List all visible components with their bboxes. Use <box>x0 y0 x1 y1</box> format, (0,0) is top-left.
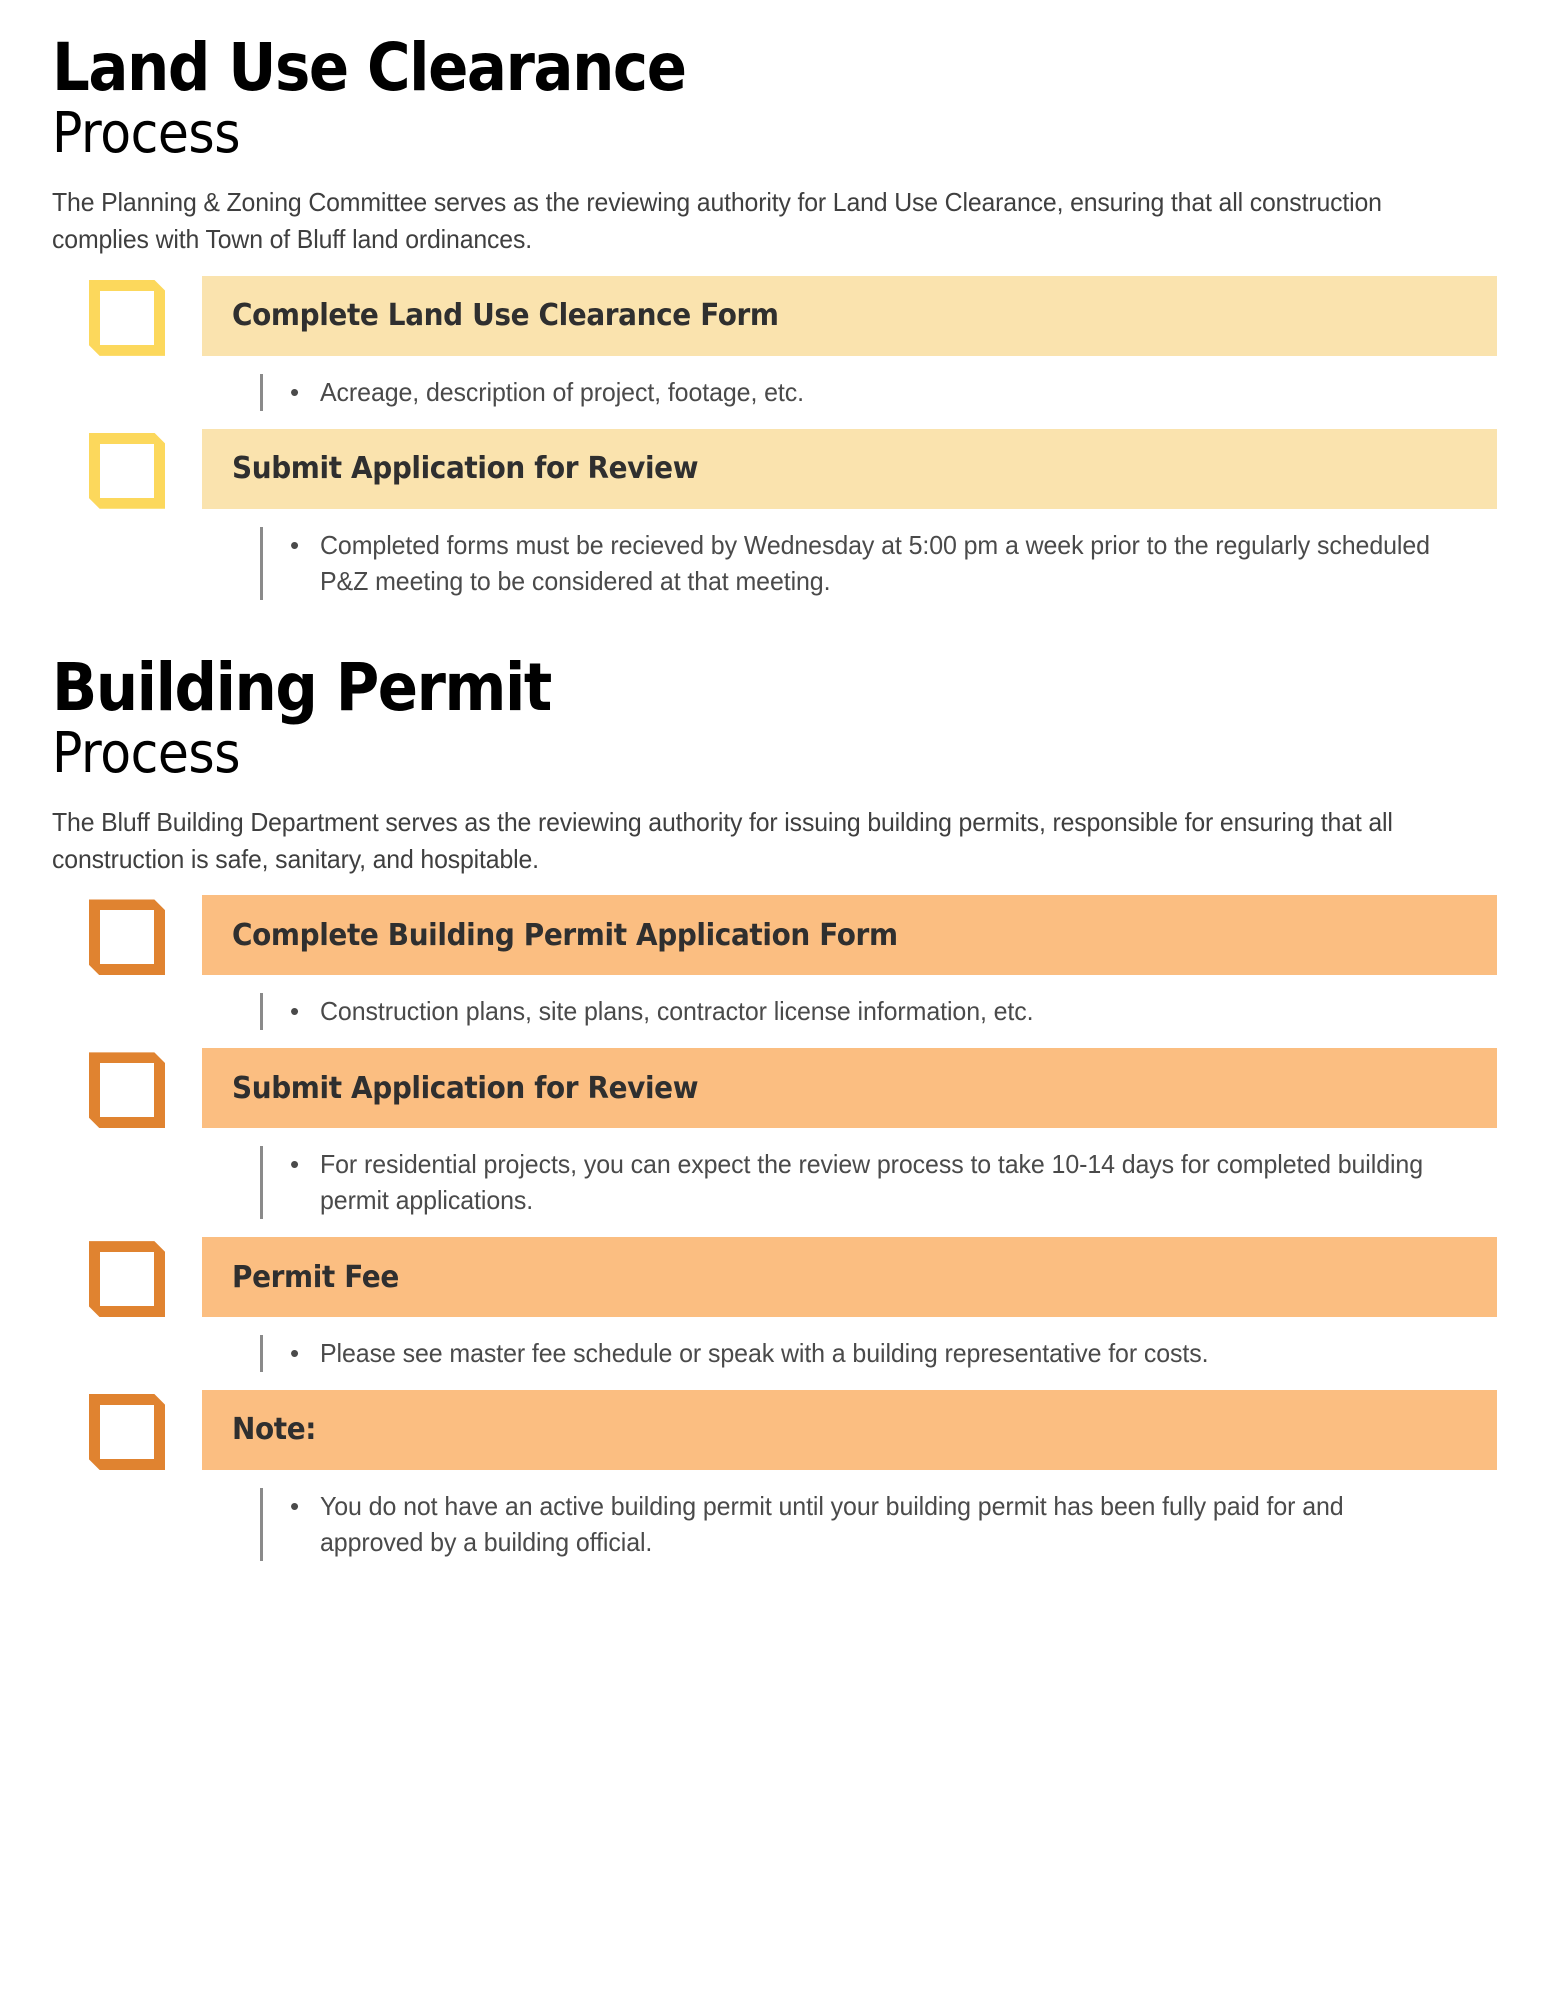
list-item <box>290 1336 1497 1372</box>
page-title: Building Permit <box>52 648 551 726</box>
step-row <box>52 429 1497 509</box>
detail-vertical-rule <box>260 1488 263 1561</box>
bullet-dot-icon: • <box>290 529 300 560</box>
checkbox-inner-fill <box>100 291 154 345</box>
detail-body <box>202 1488 1497 1561</box>
bullet-dot-icon: • <box>290 996 300 1027</box>
bullet-dot-icon: • <box>290 1490 300 1521</box>
step-detail <box>52 1317 1497 1390</box>
checkbox-inner-fill <box>100 910 154 964</box>
checkbox-cell <box>52 1048 202 1128</box>
detail-gutter <box>52 1146 202 1219</box>
step-label: Submit Application for Review <box>232 451 699 487</box>
detail-gutter <box>52 527 202 600</box>
detail-body <box>202 527 1497 600</box>
section-intro-paragraph: The Bluff Building Department serves as the reviewing authority for issuing building permits, responsible for ensuring that all construction is safe, sanitary, and hospitable. <box>52 806 1393 874</box>
detail-gutter <box>52 374 202 411</box>
checkbox-cell <box>52 895 202 975</box>
step-label: Complete Land Use Clearance Form <box>232 298 779 334</box>
list-item-text: Completed forms must be recieved by Wednesday at 5:00 pm a week prior to the regularly scheduled P&Z meeting to be considered at that meeting. <box>320 529 1430 596</box>
list-item <box>290 375 1497 411</box>
step-banner <box>202 429 1497 509</box>
list-item <box>290 528 1497 600</box>
detail-vertical-rule <box>260 1146 263 1219</box>
checkbox-cell <box>52 429 202 509</box>
bullet-list <box>290 527 1497 600</box>
detail-vertical-rule <box>260 1335 263 1372</box>
bullet-list <box>290 374 1497 411</box>
bullet-list <box>290 993 1497 1030</box>
step-row <box>52 1237 1497 1317</box>
checkbox-empty-icon[interactable] <box>89 280 165 356</box>
step-detail <box>52 975 1497 1048</box>
checkbox-cell <box>52 276 202 356</box>
step-banner <box>202 1237 1497 1317</box>
step-label: Note: <box>232 1412 317 1448</box>
checkbox-empty-icon[interactable] <box>89 1241 165 1317</box>
page-title: Land Use Clearance <box>52 29 686 106</box>
detail-gutter <box>52 993 202 1030</box>
detail-body <box>202 1146 1497 1219</box>
detail-gutter <box>52 1488 202 1561</box>
step-label: Complete Building Permit Application Form <box>232 917 898 953</box>
detail-body <box>202 374 1497 411</box>
step-detail <box>52 1470 1497 1579</box>
bullet-dot-icon: • <box>290 376 300 407</box>
step-banner <box>202 895 1497 975</box>
step-banner <box>202 1390 1497 1470</box>
checkbox-inner-fill <box>100 1405 154 1459</box>
list-item-text: You do not have an active building permit until your building permit has been fully paid for and approved by a building official. <box>320 1490 1344 1557</box>
step-row <box>52 276 1497 356</box>
detail-body <box>202 1335 1497 1372</box>
bullet-list <box>290 1488 1497 1561</box>
bullet-list <box>290 1146 1497 1219</box>
checkbox-cell <box>52 1390 202 1470</box>
bullet-dot-icon: • <box>290 1149 300 1180</box>
section-header-land-use-clearance <box>52 29 1497 167</box>
step-row <box>52 1390 1497 1470</box>
step-detail <box>52 509 1497 618</box>
detail-vertical-rule <box>260 993 263 1030</box>
list-item <box>290 1489 1497 1561</box>
list-item-text: For residential projects, you can expect the review process to take 10-14 days for completed building permit applications. <box>320 1149 1424 1216</box>
checkbox-cell <box>52 1237 202 1317</box>
list-item <box>290 1147 1497 1219</box>
section-header-building-permit <box>52 648 1497 786</box>
step-detail <box>52 1128 1497 1237</box>
bullet-list <box>290 1335 1497 1372</box>
checkbox-empty-icon[interactable] <box>89 899 165 975</box>
page-subtitle: Process <box>52 720 241 786</box>
step-row <box>52 895 1497 975</box>
list-item <box>290 994 1497 1030</box>
detail-gutter <box>52 1335 202 1372</box>
section-intro-paragraph: The Planning & Zoning Committee serves as the reviewing authority for Land Use Clearance, ensuring that all construction complies with Town of Bluff land ordinances. <box>52 187 1382 255</box>
checkbox-inner-fill <box>100 444 154 498</box>
step-label: Submit Application for Review <box>232 1070 699 1106</box>
list-item-text: Construction plans, site plans, contractor license information, etc. <box>320 996 1034 1027</box>
checkbox-empty-icon[interactable] <box>89 433 165 509</box>
page-subtitle: Process <box>52 101 241 167</box>
checkbox-empty-icon[interactable] <box>89 1394 165 1470</box>
step-banner <box>202 276 1497 356</box>
list-item-text: Please see master fee schedule or speak with a building representative for costs. <box>320 1338 1209 1369</box>
bullet-dot-icon: • <box>290 1338 300 1369</box>
detail-body <box>202 993 1497 1030</box>
step-detail <box>52 356 1497 429</box>
step-row <box>52 1048 1497 1128</box>
detail-vertical-rule <box>260 527 263 600</box>
step-label: Permit Fee <box>232 1259 399 1295</box>
checkbox-inner-fill <box>100 1252 154 1306</box>
checkbox-inner-fill <box>100 1063 154 1117</box>
checkbox-empty-icon[interactable] <box>89 1052 165 1128</box>
detail-vertical-rule <box>260 374 263 411</box>
step-banner <box>202 1048 1497 1128</box>
list-item-text: Acreage, description of project, footage, etc. <box>320 376 804 407</box>
